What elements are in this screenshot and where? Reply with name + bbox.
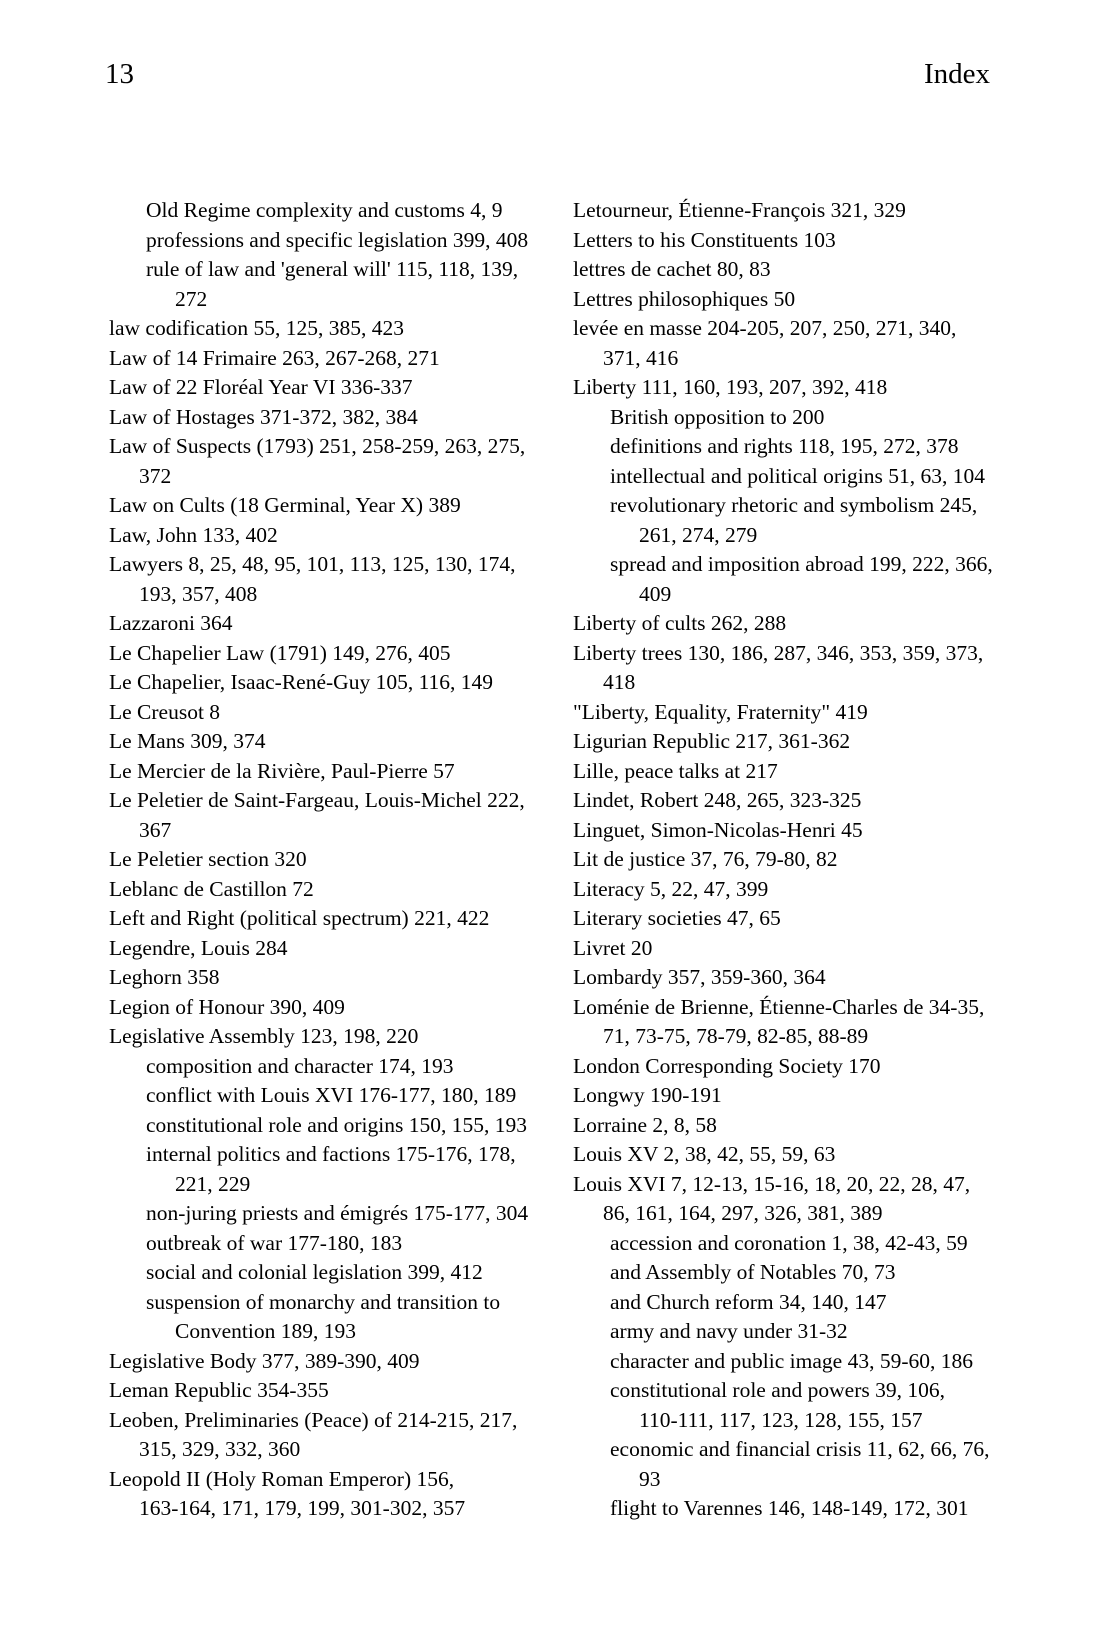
index-line: 409 bbox=[639, 581, 672, 606]
index-line: Literary societies 47, 65 bbox=[573, 906, 781, 930]
index-line: outbreak of war 177-180, 183 bbox=[146, 1230, 403, 1255]
index-line: Longwy 190-191 bbox=[573, 1083, 722, 1107]
index-line: economic and financial crisis 11, 62, 66, 76, bbox=[610, 1437, 990, 1461]
index-line: Ligurian Republic 217, 361-362 bbox=[573, 729, 851, 753]
index-line: Law of Suspects (1793) 251, 258-259, 263, 275, bbox=[109, 434, 526, 458]
index-line: Law of Hostages 371-372, 382, 384 bbox=[109, 404, 418, 429]
index-line: 272 bbox=[175, 286, 208, 311]
index-line: constitutional role and powers 39, 106, bbox=[610, 1378, 945, 1402]
index-line: composition and character 174, 193 bbox=[146, 1053, 454, 1078]
index-line: 221, 229 bbox=[175, 1171, 251, 1196]
index-line: Le Chapelier, Isaac-René-Guy 105, 116, 149 bbox=[109, 670, 494, 694]
index-line: Le Creusot 8 bbox=[109, 699, 221, 724]
index-line: Lit de justice 37, 76, 79-80, 82 bbox=[573, 847, 838, 871]
index-line: 86, 161, 164, 297, 326, 381, 389 bbox=[603, 1201, 883, 1225]
index-line: Old Regime complexity and customs 4, 9 bbox=[146, 198, 503, 222]
index-line: intellectual and political origins 51, 63, 104 bbox=[610, 463, 985, 488]
index-line: Leman Republic 354-355 bbox=[109, 1378, 329, 1402]
index-line: 110-111, 117, 123, 128, 155, 157 bbox=[639, 1407, 923, 1432]
index-line: spread and imposition abroad 199, 222, 366, bbox=[610, 552, 993, 576]
index-line: 261, 274, 279 bbox=[639, 522, 758, 547]
index-column-right bbox=[573, 196, 1019, 1524]
index-line: professions and specific legislation 399, 408 bbox=[146, 227, 529, 252]
index-line: social and colonial legislation 399, 412 bbox=[146, 1260, 483, 1284]
index-line: 93 bbox=[639, 1466, 661, 1491]
index-line: rule of law and 'general will' 115, 118, 139, bbox=[146, 257, 519, 281]
index-line: Law, John 133, 402 bbox=[109, 522, 278, 547]
index-line: Le Peletier section 320 bbox=[109, 847, 307, 871]
index-line: 371, 416 bbox=[603, 345, 679, 370]
index-line: 163-164, 171, 179, 199, 301-302, 357 bbox=[139, 1496, 466, 1520]
index-line: suspension of monarchy and transition to bbox=[146, 1289, 501, 1314]
index-line: Le Peletier de Saint-Fargeau, Louis-Michel 222, bbox=[109, 788, 525, 812]
index-line: revolutionary rhetoric and symbolism 245, bbox=[610, 493, 978, 517]
index-line: Leoben, Preliminaries (Peace) of 214-215, 217, bbox=[109, 1407, 518, 1432]
index-line: Leblanc de Castillon 72 bbox=[109, 876, 314, 901]
index-line: Louis XV 2, 38, 42, 55, 59, 63 bbox=[573, 1142, 836, 1166]
index-line: Legion of Honour 390, 409 bbox=[109, 994, 345, 1019]
index-line: Le Mercier de la Rivière, Paul-Pierre 57 bbox=[109, 758, 455, 783]
index-line: Letters to his Constituents 103 bbox=[573, 227, 836, 252]
index-line: 418 bbox=[603, 670, 636, 694]
index-line: Letourneur, Étienne-François 321, 329 bbox=[573, 198, 906, 222]
index-line: Legislative Body 377, 389-390, 409 bbox=[109, 1348, 420, 1373]
index-line: 315, 329, 332, 360 bbox=[139, 1437, 301, 1461]
index-line: conflict with Louis XVI 176-177, 180, 189 bbox=[146, 1083, 517, 1107]
index-line: Louis XVI 7, 12-13, 15-16, 18, 20, 22, 28, 47, bbox=[573, 1171, 971, 1196]
index-line: 367 bbox=[139, 817, 172, 842]
index-column-left bbox=[109, 196, 555, 1524]
index-line: accession and coronation 1, 38, 42-43, 59 bbox=[610, 1230, 968, 1255]
index-line: Law of 22 Floréal Year VI 336-337 bbox=[109, 375, 413, 399]
index-line: Lille, peace talks at 217 bbox=[573, 758, 778, 783]
index-line: non-juring priests and émigrés 175-177, 304 bbox=[146, 1201, 529, 1225]
index-line: Left and Right (political spectrum) 221, 422 bbox=[109, 906, 490, 930]
index-line: Liberty trees 130, 186, 287, 346, 353, 359, 373, bbox=[573, 640, 984, 665]
index-line: Le Chapelier Law (1791) 149, 276, 405 bbox=[109, 640, 451, 665]
index-line: army and navy under 31-32 bbox=[610, 1319, 848, 1343]
index-line: "Liberty, Equality, Fraternity" 419 bbox=[573, 699, 868, 724]
index-line: law codification 55, 125, 385, 423 bbox=[109, 316, 404, 340]
index-line: Lorraine 2, 8, 58 bbox=[573, 1112, 717, 1137]
index-line: Lazzaroni 364 bbox=[109, 611, 233, 635]
index-line: character and public image 43, 59-60, 186 bbox=[610, 1348, 973, 1373]
index-line: Literacy 5, 22, 47, 399 bbox=[573, 876, 769, 901]
index-line: Liberty 111, 160, 193, 207, 392, 418 bbox=[573, 375, 888, 399]
index-line: Le Mans 309, 374 bbox=[109, 729, 266, 753]
page-title: Index bbox=[923, 58, 990, 90]
index-line: 193, 357, 408 bbox=[139, 581, 258, 606]
index-line: Legendre, Louis 284 bbox=[109, 935, 288, 960]
index-line: Law of 14 Frimaire 263, 267-268, 271 bbox=[109, 345, 440, 370]
index-line: British opposition to 200 bbox=[610, 404, 825, 429]
index-line: internal politics and factions 175-176, 178, bbox=[146, 1142, 516, 1166]
index-line: Lettres philosophiques 50 bbox=[573, 286, 796, 311]
index-line: Law on Cults (18 Germinal, Year X) 389 bbox=[109, 493, 461, 517]
index-line: Loménie de Brienne, Étienne-Charles de 34-35, bbox=[573, 994, 985, 1019]
index-line: and Assembly of Notables 70, 73 bbox=[610, 1260, 896, 1284]
index-line: Legislative Assembly 123, 198, 220 bbox=[109, 1024, 419, 1048]
index-line: Leghorn 358 bbox=[109, 965, 220, 989]
index-line: London Corresponding Society 170 bbox=[573, 1053, 881, 1078]
index-line: lettres de cachet 80, 83 bbox=[573, 257, 771, 281]
index-line: Leopold II (Holy Roman Emperor) 156, bbox=[109, 1466, 455, 1491]
index-line: 372 bbox=[139, 463, 172, 488]
index-line: Lawyers 8, 25, 48, 95, 101, 113, 125, 130, 174, bbox=[109, 552, 516, 576]
index-line: definitions and rights 118, 195, 272, 378 bbox=[610, 434, 959, 458]
index-line: constitutional role and origins 150, 155, 193 bbox=[146, 1112, 527, 1137]
index-line: Livret 20 bbox=[573, 935, 653, 960]
index-line: and Church reform 34, 140, 147 bbox=[610, 1289, 887, 1314]
index-line: Lombardy 357, 359-360, 364 bbox=[573, 965, 826, 989]
index-line: Liberty of cults 262, 288 bbox=[573, 611, 787, 635]
index-line: Lindet, Robert 248, 265, 323-325 bbox=[573, 788, 862, 812]
index-line: Convention 189, 193 bbox=[175, 1319, 356, 1343]
index-line: 71, 73-75, 78-79, 82-85, 88-89 bbox=[603, 1024, 869, 1048]
index-line: flight to Varennes 146, 148-149, 172, 301 bbox=[610, 1496, 969, 1520]
page-number: 13 bbox=[105, 58, 134, 90]
index-line: levée en masse 204-205, 207, 250, 271, 340, bbox=[573, 316, 957, 340]
index-line: Linguet, Simon-Nicolas-Henri 45 bbox=[573, 817, 863, 842]
